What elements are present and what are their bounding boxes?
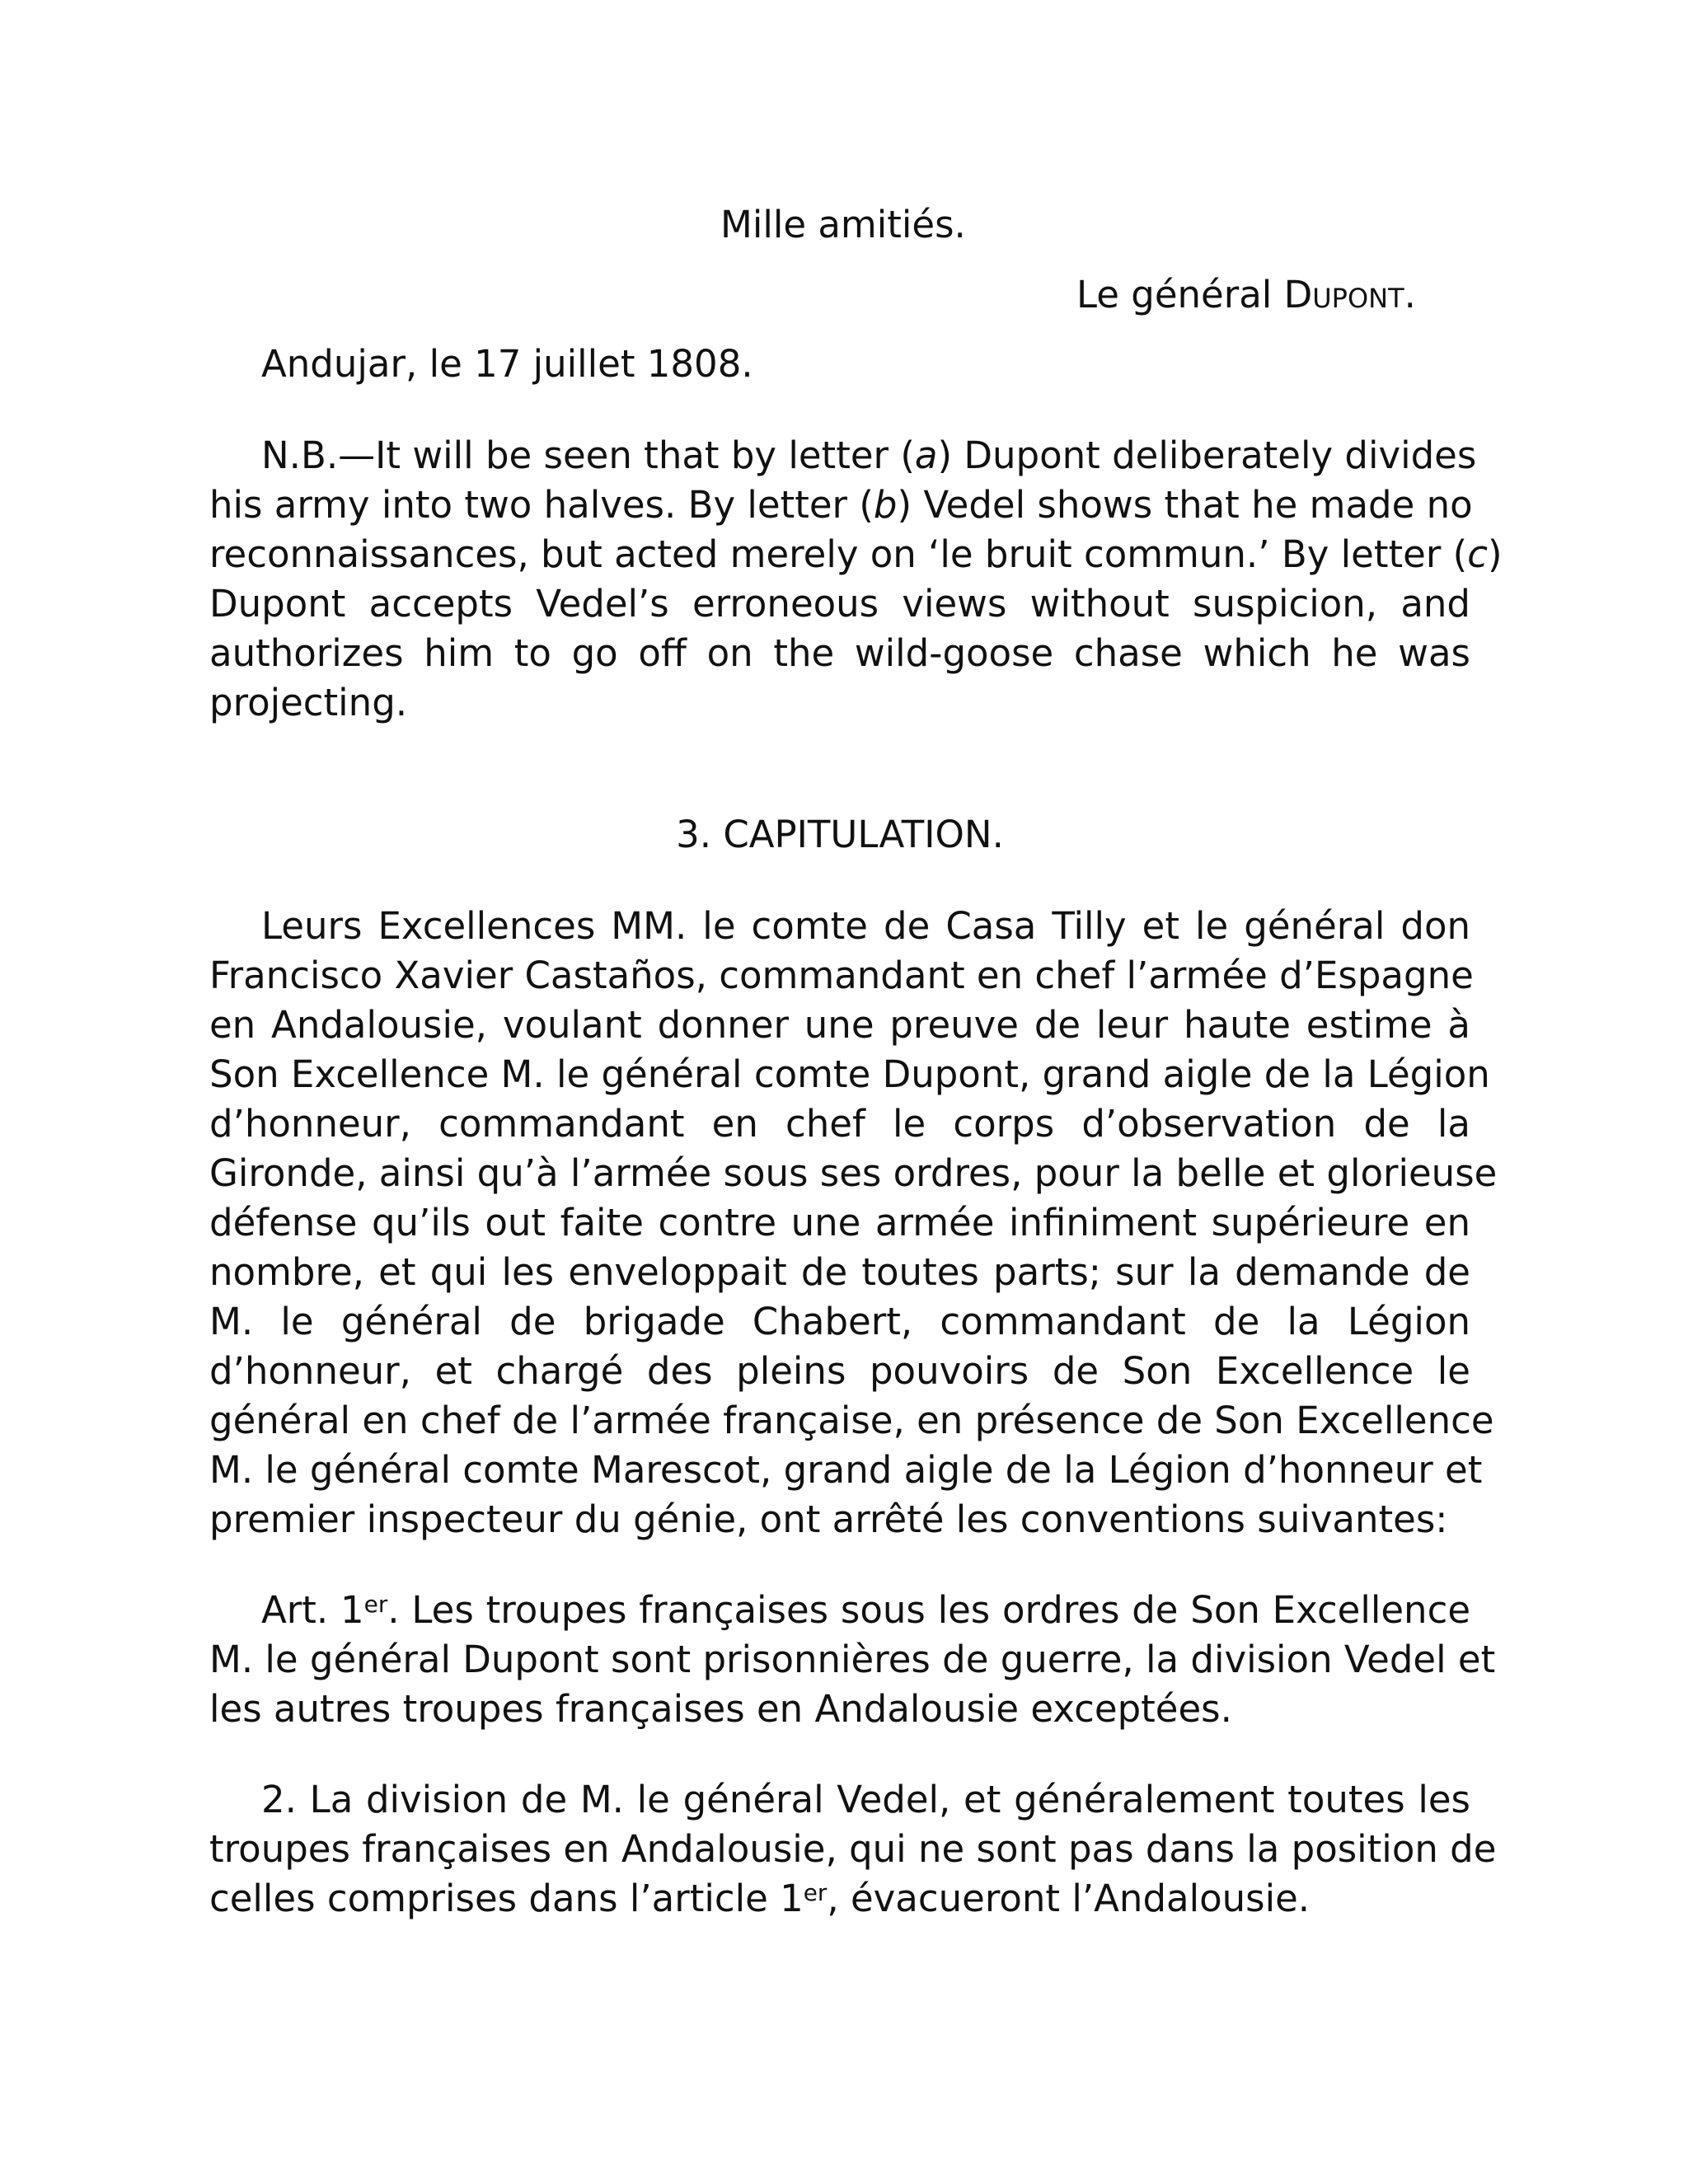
note-line-3: reconnaissances, but acted merely on ‘le bruit commun.’ By letter (c) [209, 532, 1503, 576]
note-line-5: authorizes him to go off on the wild-goose chase which he was [209, 631, 1470, 675]
note-line-6: projecting. [209, 681, 408, 724]
closing-salutation: Mille amitiés. [720, 203, 966, 246]
preamble-line: général en chef de l’armée française, en présence de Son Excellence [209, 1399, 1494, 1442]
preamble-line: défense qu’ils out faite contre une armée infiniment supérieure en [209, 1201, 1470, 1244]
dateline: Andujar, le 17 juillet 1808. [261, 342, 753, 386]
preamble-line: M. le général comte Marescot, grand aigle de la Légion d’honneur et [209, 1448, 1483, 1492]
preamble-line: en Andalousie, voulant donner une preuve de leur haute estime à [209, 1003, 1470, 1047]
article-1-line: Art. 1er. Les troupes françaises sous les ordres de Son Excellence [261, 1588, 1471, 1632]
article-2-line: celles comprises dans l’article 1er, évacueront l’Andalousie. [209, 1877, 1311, 1920]
preamble-line: Francisco Xavier Castaños, commandant en chef l’armée d’Espagne [209, 954, 1474, 997]
article-2-line: troupes françaises en Andalousie, qui ne sont pas dans la position de [209, 1827, 1497, 1871]
article-1-line: les autres troupes françaises en Andalousie exceptées. [209, 1687, 1232, 1731]
signature-name: Dupont [1283, 273, 1404, 316]
preamble-line: d’honneur, commandant en chef le corps d’observation de la [209, 1102, 1470, 1146]
article-1-line: M. le général Dupont sont prisonnières de guerre, la division Vedel et [209, 1638, 1496, 1681]
preamble-line: Gironde, ainsi qu’à l’armée sous ses ordres, pour la belle et glorieuse [209, 1151, 1498, 1195]
article-2-line: 2. La division de M. le général Vedel, et généralement toutes les [261, 1778, 1470, 1821]
section-heading: 3. CAPITULATION. [676, 813, 1004, 856]
note-line-2: his army into two halves. By letter (b) Vedel shows that he made no [209, 483, 1473, 527]
preamble-line: Leurs Excellences MM. le comte de Casa Tilly et le général don [261, 904, 1470, 948]
note-line-1: N.B.—It will be seen that by letter (a) Dupont deliberately divides [261, 434, 1477, 477]
preamble-line: d’honneur, et chargé des pleins pouvoirs de Son Excellence le [209, 1349, 1470, 1393]
note-line-4: Dupont accepts Vedel’s erroneous views without suspicion, and [209, 582, 1470, 626]
signature: Le général Dupont. [1076, 273, 1416, 316]
preamble-line: nombre, et qui les enveloppait de toutes parts; sur la demande de [209, 1250, 1470, 1294]
preamble-line: M. le général de brigade Chabert, commandant de la Légion [209, 1300, 1470, 1343]
preamble-line: Son Excellence M. le général comte Dupont, grand aigle de la Légion [209, 1052, 1490, 1096]
preamble-line: premier inspecteur du génie, ont arrêté les conventions suivantes: [209, 1497, 1448, 1541]
